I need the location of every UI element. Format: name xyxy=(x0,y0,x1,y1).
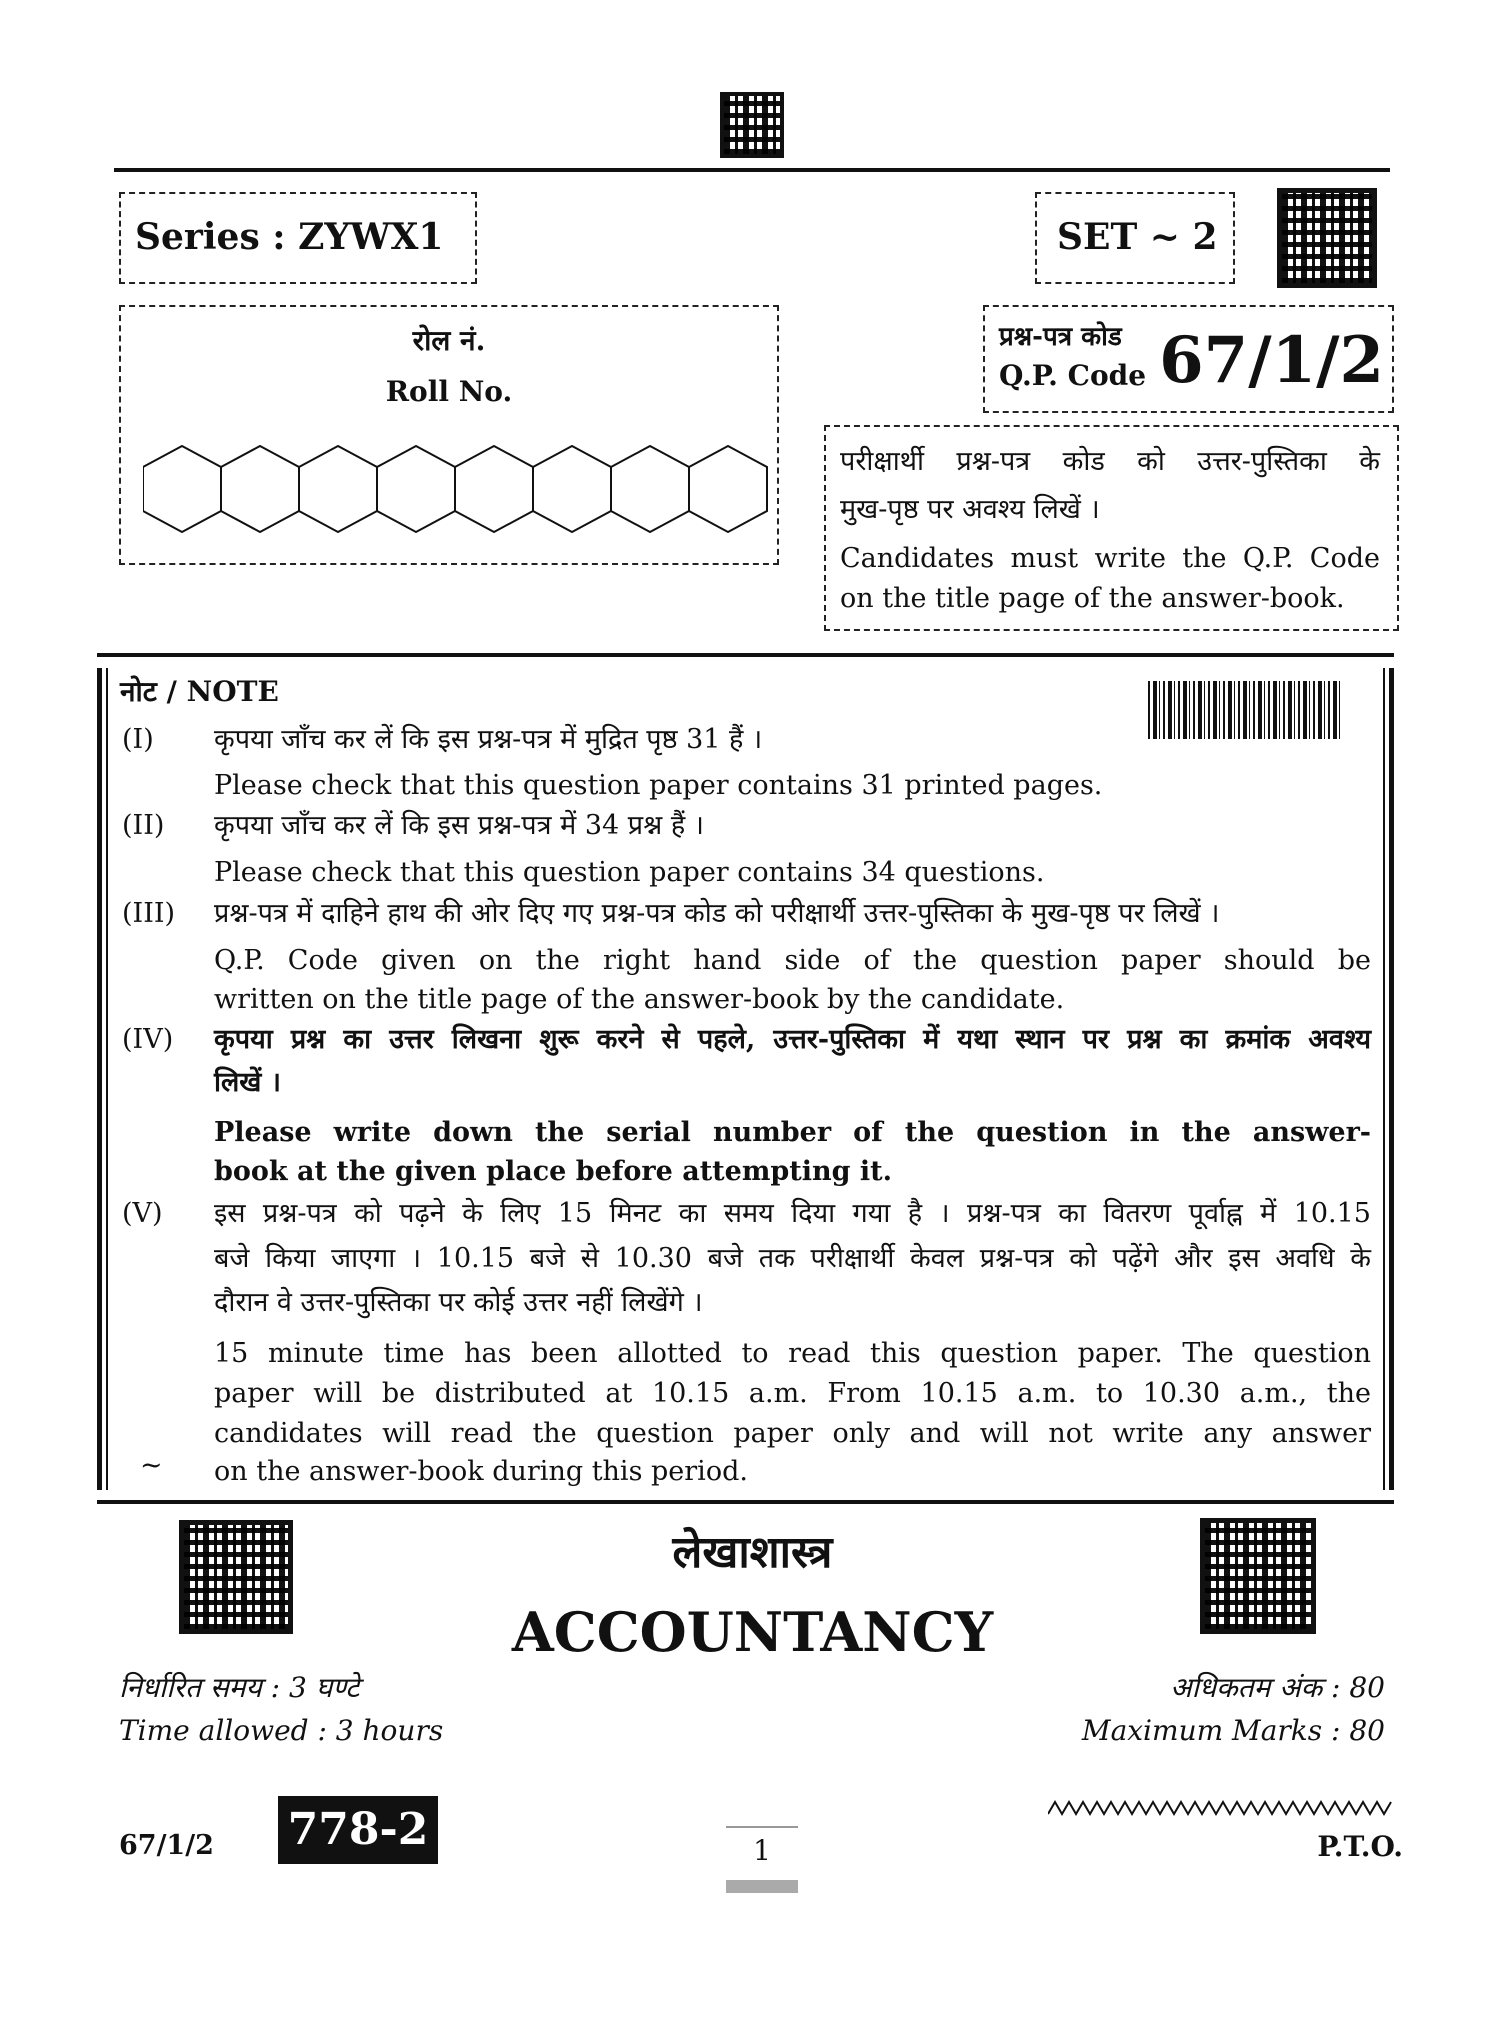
divider xyxy=(114,168,1390,172)
subject-hindi: लेखाशास्त्र xyxy=(672,1527,833,1578)
max-marks-hindi: अधिकतम अंक : 80 xyxy=(1170,1671,1385,1704)
roll-number-cells[interactable] xyxy=(143,445,773,537)
page-number: 1 xyxy=(753,1834,771,1867)
roll-label: Roll No. xyxy=(385,375,513,408)
time-allowed: Time allowed : 3 hours xyxy=(119,1714,444,1747)
note-item-number: (I) xyxy=(122,724,154,755)
note-line: Q.P. Code given on the right hand side of the question paper should be xyxy=(214,945,1371,976)
note-line: Please check that this question paper contains 31 printed pages. xyxy=(214,770,1103,801)
note-line: दौरान वे उत्तर-पुस्तिका पर कोई उत्तर नहीं लिखेंगे । xyxy=(214,1287,703,1318)
qp-code-box xyxy=(983,305,1394,413)
qp-label-hindi: प्रश्न-पत्र कोड xyxy=(999,322,1122,352)
note-line: 15 minute time has been allotted to read this question paper. The question xyxy=(214,1338,1371,1369)
time-allowed-hindi: निर्धारित समय : 3 घण्टे xyxy=(119,1671,360,1704)
wavy-line xyxy=(1048,1800,1394,1816)
roll-digit-cell xyxy=(533,446,611,532)
roll-digit-cell xyxy=(143,446,221,532)
note-line: प्रश्न-पत्र में दाहिने हाथ की ओर दिए गए प्रश्न-पत्र कोड को परीक्षार्थी उत्तर-पुस्तिका के मुख-पृष्ठ पर लिखें । xyxy=(214,898,1220,929)
note-line: कृपया जाँच कर लें कि इस प्रश्न-पत्र में मुद्रित पृष्ठ 31 हैं । xyxy=(214,724,763,755)
note-item-number: (V) xyxy=(122,1198,163,1229)
roll-digit-cell xyxy=(455,446,533,532)
datamatrix-code xyxy=(1277,188,1377,288)
qp-label: Q.P. Code xyxy=(999,359,1147,392)
roll-digit-cell xyxy=(377,446,455,532)
footer-qp-code: 67/1/2 xyxy=(119,1830,214,1861)
instruction-line: मुख-पृष्ठ पर अवश्य लिखें । xyxy=(840,494,1100,525)
pto-label: P.T.O. xyxy=(1317,1830,1403,1863)
paper-code-badge: 778-2 xyxy=(278,1796,438,1864)
subject-title: ACCOUNTANCY xyxy=(511,1600,994,1664)
roll-digit-cell xyxy=(611,446,689,532)
series-label: Series : ZYWX1 xyxy=(135,216,444,258)
note-line: candidates will read the question paper only and will not write any answer xyxy=(214,1418,1371,1449)
roll-label-hindi: रोल नं. xyxy=(412,324,486,357)
divider xyxy=(97,1500,1394,1504)
roll-digit-cell xyxy=(221,446,299,532)
note-line: Please write down the serial number of the question in the answer- xyxy=(214,1117,1371,1148)
instruction-line: on the title page of the answer-book. xyxy=(840,583,1345,614)
instruction-line: परीक्षार्थी प्रश्न-पत्र कोड को उत्तर-पुस्तिका के xyxy=(840,446,1380,477)
qr-code-top xyxy=(720,92,784,158)
max-marks: Maximum Marks : 80 xyxy=(1081,1714,1385,1747)
note-line: written on the title page of the answer-book by the candidate. xyxy=(214,984,1065,1015)
note-item-number: (IV) xyxy=(122,1024,174,1055)
instruction-line: Candidates must write the Q.P. Code xyxy=(840,543,1380,574)
note-line: book at the given place before attempting it. xyxy=(214,1156,893,1187)
note-line: कृपया जाँच कर लें कि इस प्रश्न-पत्र में 34 प्रश्न हैं । xyxy=(214,810,704,841)
qp-instruction-box xyxy=(824,425,1399,631)
set-label: SET ~ 2 xyxy=(1057,216,1218,258)
note-line: बजे किया जाएगा । 10.15 बजे से 10.30 बजे तक परीक्षार्थी केवल प्रश्न-पत्र को पढ़ेंगे और इस अवधि के xyxy=(214,1243,1371,1274)
note-line: इस प्रश्न-पत्र को पढ़ने के लिए 15 मिनट का समय दिया गया है । प्रश्न-पत्र का वितरण पूर्वाह्न में 10.15 xyxy=(214,1198,1371,1229)
set-box xyxy=(1035,192,1235,284)
note-line: कृपया प्रश्न का उत्तर लिखना शुरू करने से पहले, उत्तर-पुस्तिका में यथा स्थान पर प्रश्न का क्रमांक अवश्य xyxy=(214,1024,1371,1055)
note-line: Please check that this question paper contains 34 questions. xyxy=(214,857,1045,888)
roll-digit-cell xyxy=(299,446,377,532)
note-item-number: (II) xyxy=(122,810,165,841)
tilde-mark: ~ xyxy=(140,1450,163,1481)
roll-number-box xyxy=(119,305,779,565)
note-title: नोट / NOTE xyxy=(120,675,279,708)
divider xyxy=(97,653,1394,657)
series-box xyxy=(119,192,477,284)
roll-digit-cell xyxy=(689,446,767,532)
note-line: paper will be distributed at 10.15 a.m. From 10.15 a.m. to 10.30 a.m., the xyxy=(214,1378,1371,1409)
note-item-number: (III) xyxy=(122,898,176,929)
note-line: लिखें । xyxy=(214,1067,282,1098)
note-line: on the answer-book during this period. xyxy=(214,1456,748,1487)
qp-code: 67/1/2 xyxy=(1159,323,1384,398)
